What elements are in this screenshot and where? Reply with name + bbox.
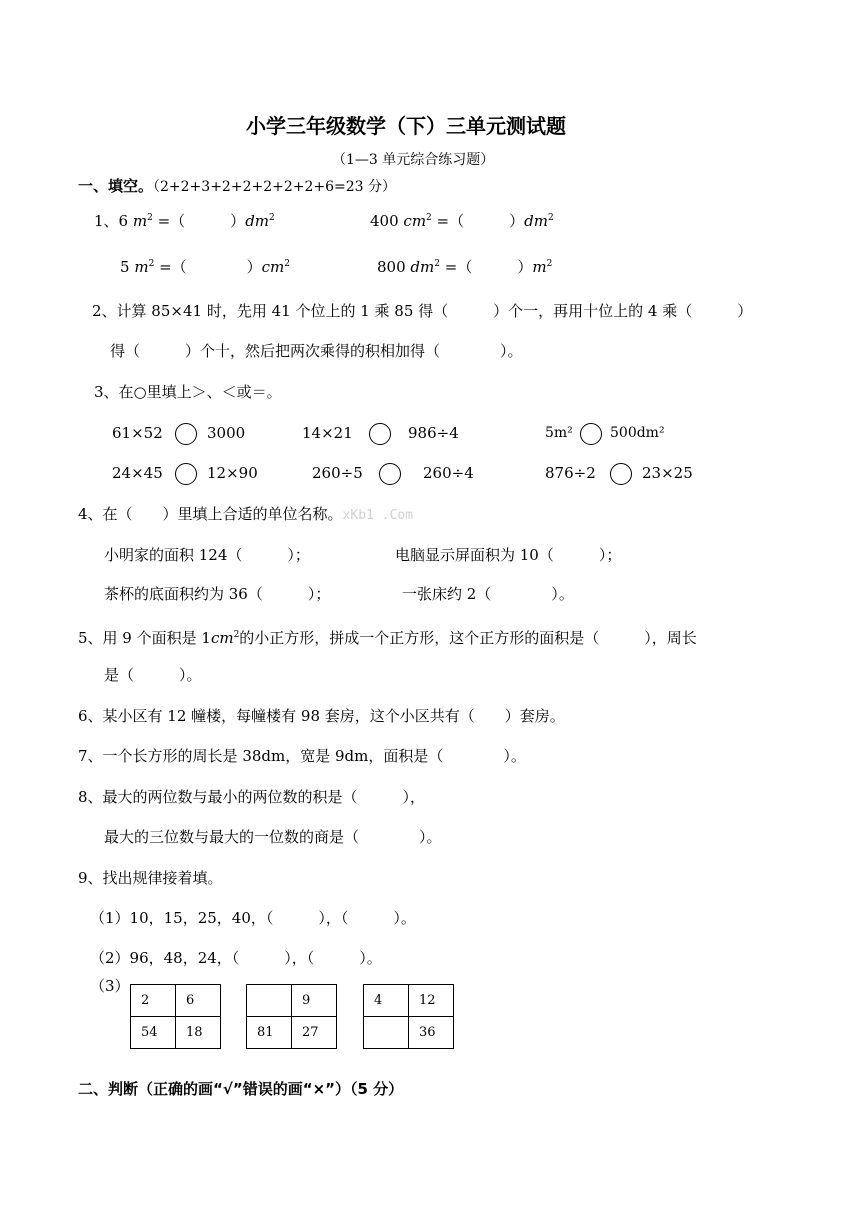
q3-r1c2-left: 14×21 [302, 424, 353, 442]
q7: 7、一个长方形的周长是 38dm，宽是 9dm，面积是（ ）。 [78, 747, 526, 765]
page-subtitle: （1—3 单元综合练习题） [332, 152, 495, 168]
q4-d: 一张床约 2（ ）。 [402, 585, 574, 603]
q3-r2c3-left: 876÷2 [545, 464, 596, 482]
q3-r2c1-left: 24×45 [112, 464, 163, 482]
compare-circle[interactable] [369, 423, 391, 445]
compare-circle[interactable] [580, 423, 602, 445]
pattern-grid [363, 984, 454, 1049]
q3-r1c3-right: 500dm² [610, 425, 665, 441]
grid-cell: 2 [131, 985, 176, 1017]
q4-b: 电脑显示屏面积为 10（ ）； [395, 546, 622, 564]
q3-r1c2-right: 986÷4 [408, 424, 459, 442]
compare-circle[interactable] [379, 463, 401, 485]
pattern-grid [130, 984, 221, 1049]
grid-cell: 12 [409, 985, 454, 1017]
q1-d: 800 $dm^2$ =（ ）$m^2$ [377, 258, 553, 276]
q3-r2c2-right: 260÷4 [423, 464, 474, 482]
compare-circle[interactable] [175, 423, 197, 445]
q3-r2c1-right: 12×90 [207, 464, 258, 482]
q8-line2: 最大的三位数与最大的一位数的商是（ ）。 [104, 828, 442, 846]
q6: 6、某小区有 12 幢楼，每幢楼有 98 套房，这个小区共有（ ）套房。 [78, 707, 565, 725]
q4-c: 茶杯的底面积约为 36（ ）； [104, 585, 331, 603]
section-1-heading [78, 176, 396, 197]
grid-cell: 4 [364, 985, 409, 1017]
q9-part3-label: （3） [90, 977, 130, 995]
grid-cell[interactable] [364, 1017, 409, 1049]
q8-line1: 8、最大的两位数与最小的两位数的积是（ ）， [78, 788, 426, 806]
grid-cell: 6 [176, 985, 221, 1017]
q3-r1c1-right: 3000 [207, 424, 246, 442]
q1-b: 400 $cm^2$ =（ ）$dm^2$ [370, 212, 554, 230]
q5-line1: 5、用 9 个面积是 $1cm^2$的小正方形，拼成一个正方形，这个正方形的面积是（ ），周长 [78, 629, 697, 647]
q3-stem: 3、在○里填上＞、＜或＝。 [94, 383, 282, 401]
q4-a: 小明家的面积 124（ ）； [104, 546, 310, 564]
grid-cell: 54 [131, 1017, 176, 1049]
q9-stem: 9、找出规律接着填。 [78, 869, 223, 887]
grid-cell[interactable] [247, 985, 292, 1017]
grid-cell: 36 [409, 1017, 454, 1049]
grid-cell: 9 [292, 985, 337, 1017]
grid-cell: 81 [247, 1017, 292, 1049]
section-2-heading: 二、判断（正确的画“√”错误的画“×”）（5 分） [78, 1080, 404, 1098]
watermark-text: xKb1 .Com [342, 508, 413, 523]
q9-part2: （2）96，48，24，（ ），（ ）。 [90, 949, 382, 967]
pattern-grid [246, 984, 337, 1049]
q2-line1: 2、计算 85×41 时，先用 41 个位上的 1 乘 85 得（ ）个一，再用十位上的 4 乘（ ） [92, 302, 753, 320]
q3-r2c3-right: 23×25 [642, 464, 693, 482]
q5-line2: 是（ ）。 [104, 666, 202, 684]
grid-cell: 18 [176, 1017, 221, 1049]
q1-c: 5 $m^2$ =（ ）$cm^2$ [120, 258, 290, 276]
q1-a: 1、6 $m^2$ =（ ）$dm^2$ [94, 212, 275, 230]
compare-circle[interactable] [610, 463, 632, 485]
section-1-points: （2+2+3+2+2+2+2+2+6=23 分） [153, 179, 397, 195]
q9-part1: （1）10，15，25，40，（ ），（ ）。 [90, 909, 416, 927]
q3-r1c1-left: 61×52 [112, 424, 163, 442]
q2-line2: 得（ ）个十，然后把两次乘得的积相加得（ ）。 [110, 342, 523, 360]
q4-stem: 4、在（ ）里填上合适的单位名称。xKb1 .Com [78, 505, 413, 523]
q3-r2c2-left: 260÷5 [312, 464, 363, 482]
compare-circle[interactable] [175, 463, 197, 485]
page-title: 小学三年级数学（下）三单元测试题 [246, 114, 566, 138]
q3-r1c3-left: 5m² [545, 425, 573, 441]
grid-cell: 27 [292, 1017, 337, 1049]
section-1-title: 一、填空。 [78, 177, 154, 195]
